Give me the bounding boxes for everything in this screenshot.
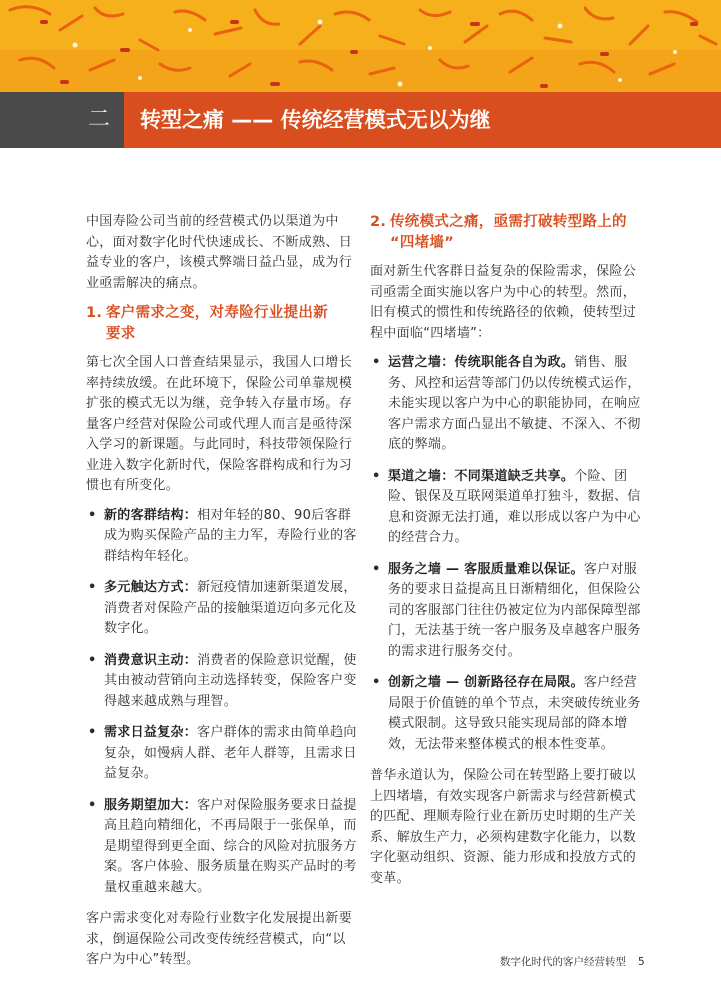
list-item-text: 客户对保险服务要求日益提高且趋向精细化，不再局限于一张保单，而是期望得到更全面、综合的风险对抗服务方案。客户体验、服务质量在购买产品时的考量权重越来越大。 [104, 797, 357, 895]
list-item-text: 相对年轻的80、90后客群成为购买保险产品的主力军，寿险行业的客群结构年轻化。 [104, 507, 357, 564]
list-item-text: 客户群体的需求由简单趋向复杂，如慢病人群、老年人群等，且需求日益复杂。 [104, 725, 357, 781]
section-title-block [124, 92, 721, 148]
list-item-label: 渠道之墙：不同渠道缺乏共享。 [388, 468, 575, 484]
section-number: 二 [88, 107, 111, 132]
list-item-label: 消费意识主动： [104, 652, 198, 668]
section-1-heading [86, 303, 358, 345]
list-item-label: 服务期望加大： [104, 797, 198, 813]
list-item [86, 796, 358, 899]
section-1-title-line1: 客户需求之变，对寿险行业提出新 [106, 305, 328, 321]
banner-pattern-graphic [0, 0, 721, 92]
section-2-title-line2: “四堵墙” [390, 235, 455, 251]
footer-title: 数字化时代的客户经营转型 [500, 956, 626, 968]
section-2-intro: 面对新生代客群日益复杂的保险需求，保险公司亟需全面实施以客户为中心的转型。然而，旧有模式的惯性和传统路径的依赖，使转型过程中面临“四堵墙”： [370, 264, 637, 341]
list-item [370, 560, 642, 663]
list-item-label: 需求日益复杂： [104, 725, 198, 740]
list-item-text: 客户对服务的要求日益提高且日渐精细化，但保险公司的客服部门往往仍被定位为内部保障型部门，无法基于统一客户服务及卓越客户服务的需求进行服务交付。 [388, 561, 641, 659]
section-1-title-line2: 要求 [106, 326, 136, 342]
list-item [370, 673, 642, 755]
list-item-text: 个险、团险、银保及互联网渠道单打独斗，数据、信息和资源无法打通，难以形成以客户为中心的经营合力。 [388, 468, 641, 545]
section-1-number: 1. [86, 305, 103, 321]
section-2-heading [370, 212, 642, 254]
section-number-block [0, 92, 124, 148]
right-closing-paragraph: 普华永道认为，保险公司在转型路上要打破以上四堵墙，有效实现客户新需求与经营新模式的匹配、理顺寿险行业在新历史时期的生产关系、解放生产力，必须构建数字化能力，以数字化驱动组织、资源、能力形成和投放方式的变革。 [370, 768, 637, 886]
list-item-text: 销售、服务、风控和运营等部门仍以传统模式运作，未能实现以客户为中心的职能协同，在响应客户需求方面凸显出不敏捷、不深入、不彻底的弊端。 [388, 355, 641, 452]
section-title-bar [0, 92, 721, 148]
section-2-number: 2. [370, 214, 387, 230]
section-1-paragraph: 第七次全国人口普查结果显示，我国人口增长率持续放缓。在此环境下，保险公司单靠规模扩张的模式无以为继，竞争转入存量市场。存量客户经营对保险公司或代理人而言是亟待深入学习的新课题。与此同时，科技带领保险行业进入数字化新时代，保险客群构成和行为习惯也有所变化。 [86, 355, 353, 493]
four-walls-list [370, 353, 642, 755]
list-item [86, 651, 358, 713]
list-item-label: 创新之墙 — 创新路径存在局限。 [388, 675, 584, 690]
customer-change-list [86, 506, 358, 899]
list-item-label: 多元触达方式： [104, 580, 198, 595]
list-item-label: 新的客群结构： [104, 507, 198, 523]
list-item-text: 客户经营局限于价值链的单个节点，未突破传统业务模式限制。这导致只能实现局部的降本增效，无法带来整体模式的根本性变革。 [388, 675, 641, 752]
decorative-banner [0, 0, 721, 92]
list-item-label: 服务之墙 — 客服质量难以保证。 [388, 561, 584, 577]
list-item [370, 353, 642, 456]
list-item-text: 新冠疫情加速新渠道发展，消费者对保险产品的接触渠道迈向多元化及数字化。 [104, 580, 357, 636]
page-footer [500, 954, 645, 969]
list-item [86, 723, 358, 785]
left-column [86, 212, 358, 980]
list-item [370, 467, 642, 549]
list-item [86, 506, 358, 568]
right-column [370, 212, 642, 898]
intro-paragraph: 中国寿险公司当前的经营模式仍以渠道为中心，面对数字化时代快速成长、不断成熟、日益专业的客户，该模式弊端日益凸显，成为行业亟需解决的痛点。 [86, 214, 353, 291]
list-item-text: 消费者的保险意识觉醒，使其由被动营销向主动选择转变，保险客户变得越来越成熟与理智。 [104, 652, 357, 709]
list-item [86, 578, 358, 640]
page-title: 转型之痛 —— 传统经营模式无以为继 [140, 108, 491, 132]
page-number: 5 [638, 956, 645, 968]
section-2-title-line1: 传统模式之痛，亟需打破转型路上的 [390, 214, 627, 230]
left-closing-paragraph: 客户需求变化对寿险行业数字化发展提出新要求，倒逼保险公司改变传统经营模式，向“以客户为中心”转型。 [86, 911, 353, 967]
list-item-label: 运营之墙：传统职能各自为政。 [388, 355, 575, 370]
